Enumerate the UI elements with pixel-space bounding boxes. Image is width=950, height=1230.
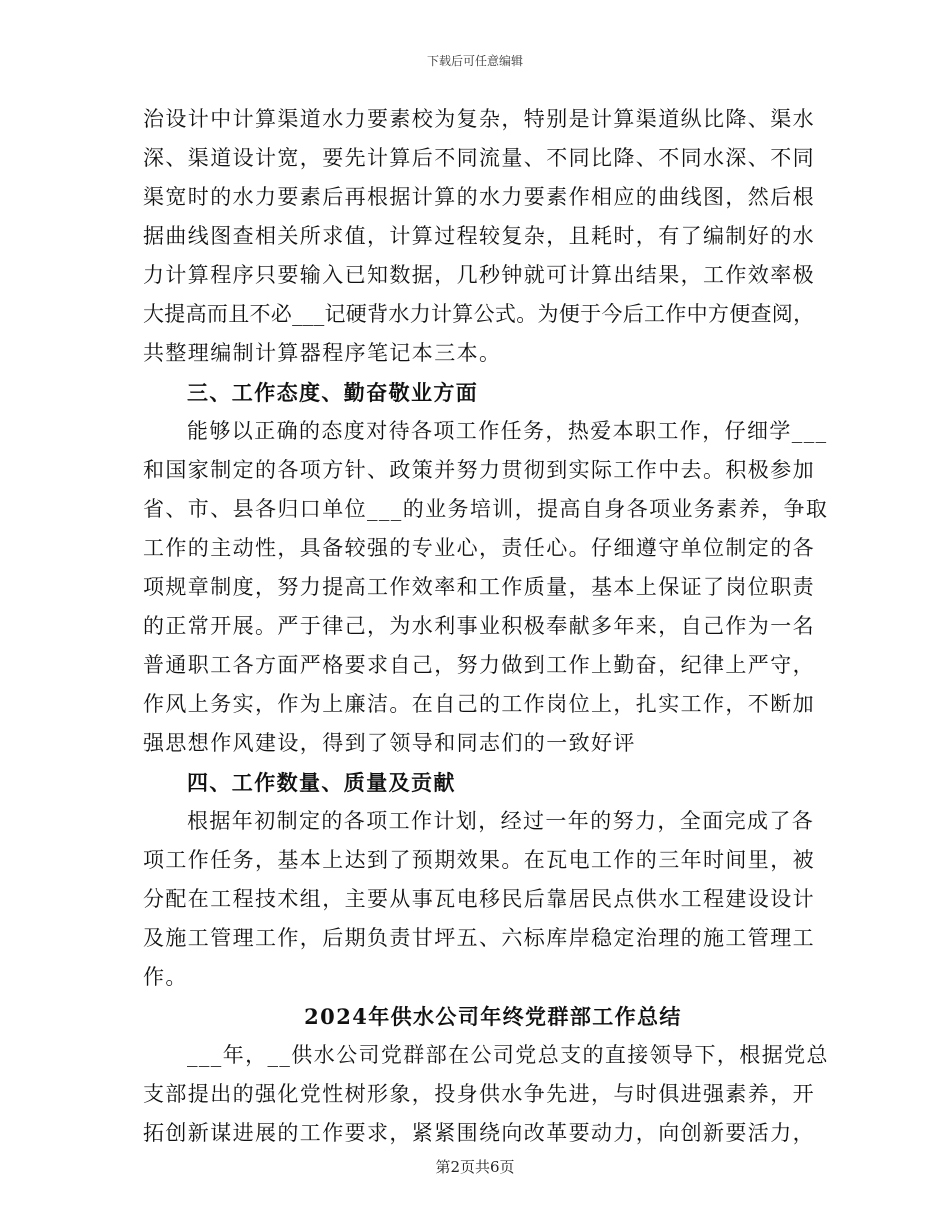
paragraph-line: 大提高而且不必___记硬背水力计算公式。为便于今后工作中方便查阅， [143,302,815,326]
document-body [143,100,829,1153]
paragraph-line: 工作的主动性，具备较强的专业心，责任心。仔细遵守单位制定的各 [143,536,815,560]
paragraph-line: 的正常开展。严于律己，为水利事业积极奉献多年来，自己作为一名 [143,614,815,638]
paragraph-line: 及施工管理工作，后期负责甘坪五、六标库岸稳定治理的施工管理工 [143,926,815,950]
paragraph-line: 共整理编制计算器程序笔记本三本。 [143,341,502,365]
paragraph-line: 治设计中计算渠道水力要素校为复杂，特别是计算渠道纵比降、渠水 [143,107,815,131]
document-title: 2024年供水公司年终党群部工作总结 [304,1004,682,1029]
paragraph-line: 和国家制定的各项方针、政策并努力贯彻到实际工作中去。积极参加 [143,458,815,482]
paragraph-line: 拓创新谋进展的工作要求，紧紧围绕向改革要动力，向创新要活力， [143,1121,815,1145]
paragraph-line: 力计算程序只要输入已知数据，几秒钟就可计算出结果，工作效率极 [143,263,815,287]
paragraph-line: 分配在工程技术组，主要从事瓦电移民后靠居民点供水工程建设设计 [143,887,815,911]
page-header: 下载后可任意编辑 [426,54,523,68]
paragraph-line: 强思想作风建设，得到了领导和同志们的一致好评 [143,731,636,755]
paragraph-line: 作。 [143,965,188,989]
paragraph-line: 项规章制度，努力提高工作效率和工作质量，基本上保证了岗位职责 [143,575,815,599]
paragraph-line: 普通职工各方面严格要求自己，努力做到工作上勤奋，纪律上严守， [143,653,815,677]
paragraph-line: 作风上务实，作为上廉洁。在自己的工作岗位上，扎实工作，不断加 [143,692,815,716]
page-footer: 第2页共6页 [435,1158,515,1176]
paragraph-line: 能够以正确的态度对待各项工作任务，热爱本职工作，仔细学___ [187,419,828,443]
paragraph-line: 根据年初制定的各项工作计划，经过一年的努力，全面完成了各 [187,809,815,833]
paragraph-line: 支部提出的强化党性树形象，投身供水争先进，与时俱进强素养，开 [143,1082,815,1106]
paragraph-line: ___年，__供水公司党群部在公司党总支的直接领导下，根据党总 [187,1043,829,1067]
section-heading: 四、工作数量、质量及贡献 [187,770,456,795]
paragraph-line: 项工作任务，基本上达到了预期效果。在瓦电工作的三年时间里，被 [143,848,815,872]
paragraph-line: 深、渠道设计宽，要先计算后不同流量、不同比降、不同水深、不同 [143,146,815,170]
paragraph-line: 渠宽时的水力要素后再根据计算的水力要素作相应的曲线图，然后根 [143,185,815,209]
section-heading: 三、工作态度、勤奋敬业方面 [187,380,479,405]
paragraph-line: 省、市、县各归口单位___的业务培训，提高自身各项业务素养，争取 [143,497,829,521]
paragraph-line: 据曲线图查相关所求值，计算过程较复杂，且耗时，有了编制好的水 [143,224,815,248]
